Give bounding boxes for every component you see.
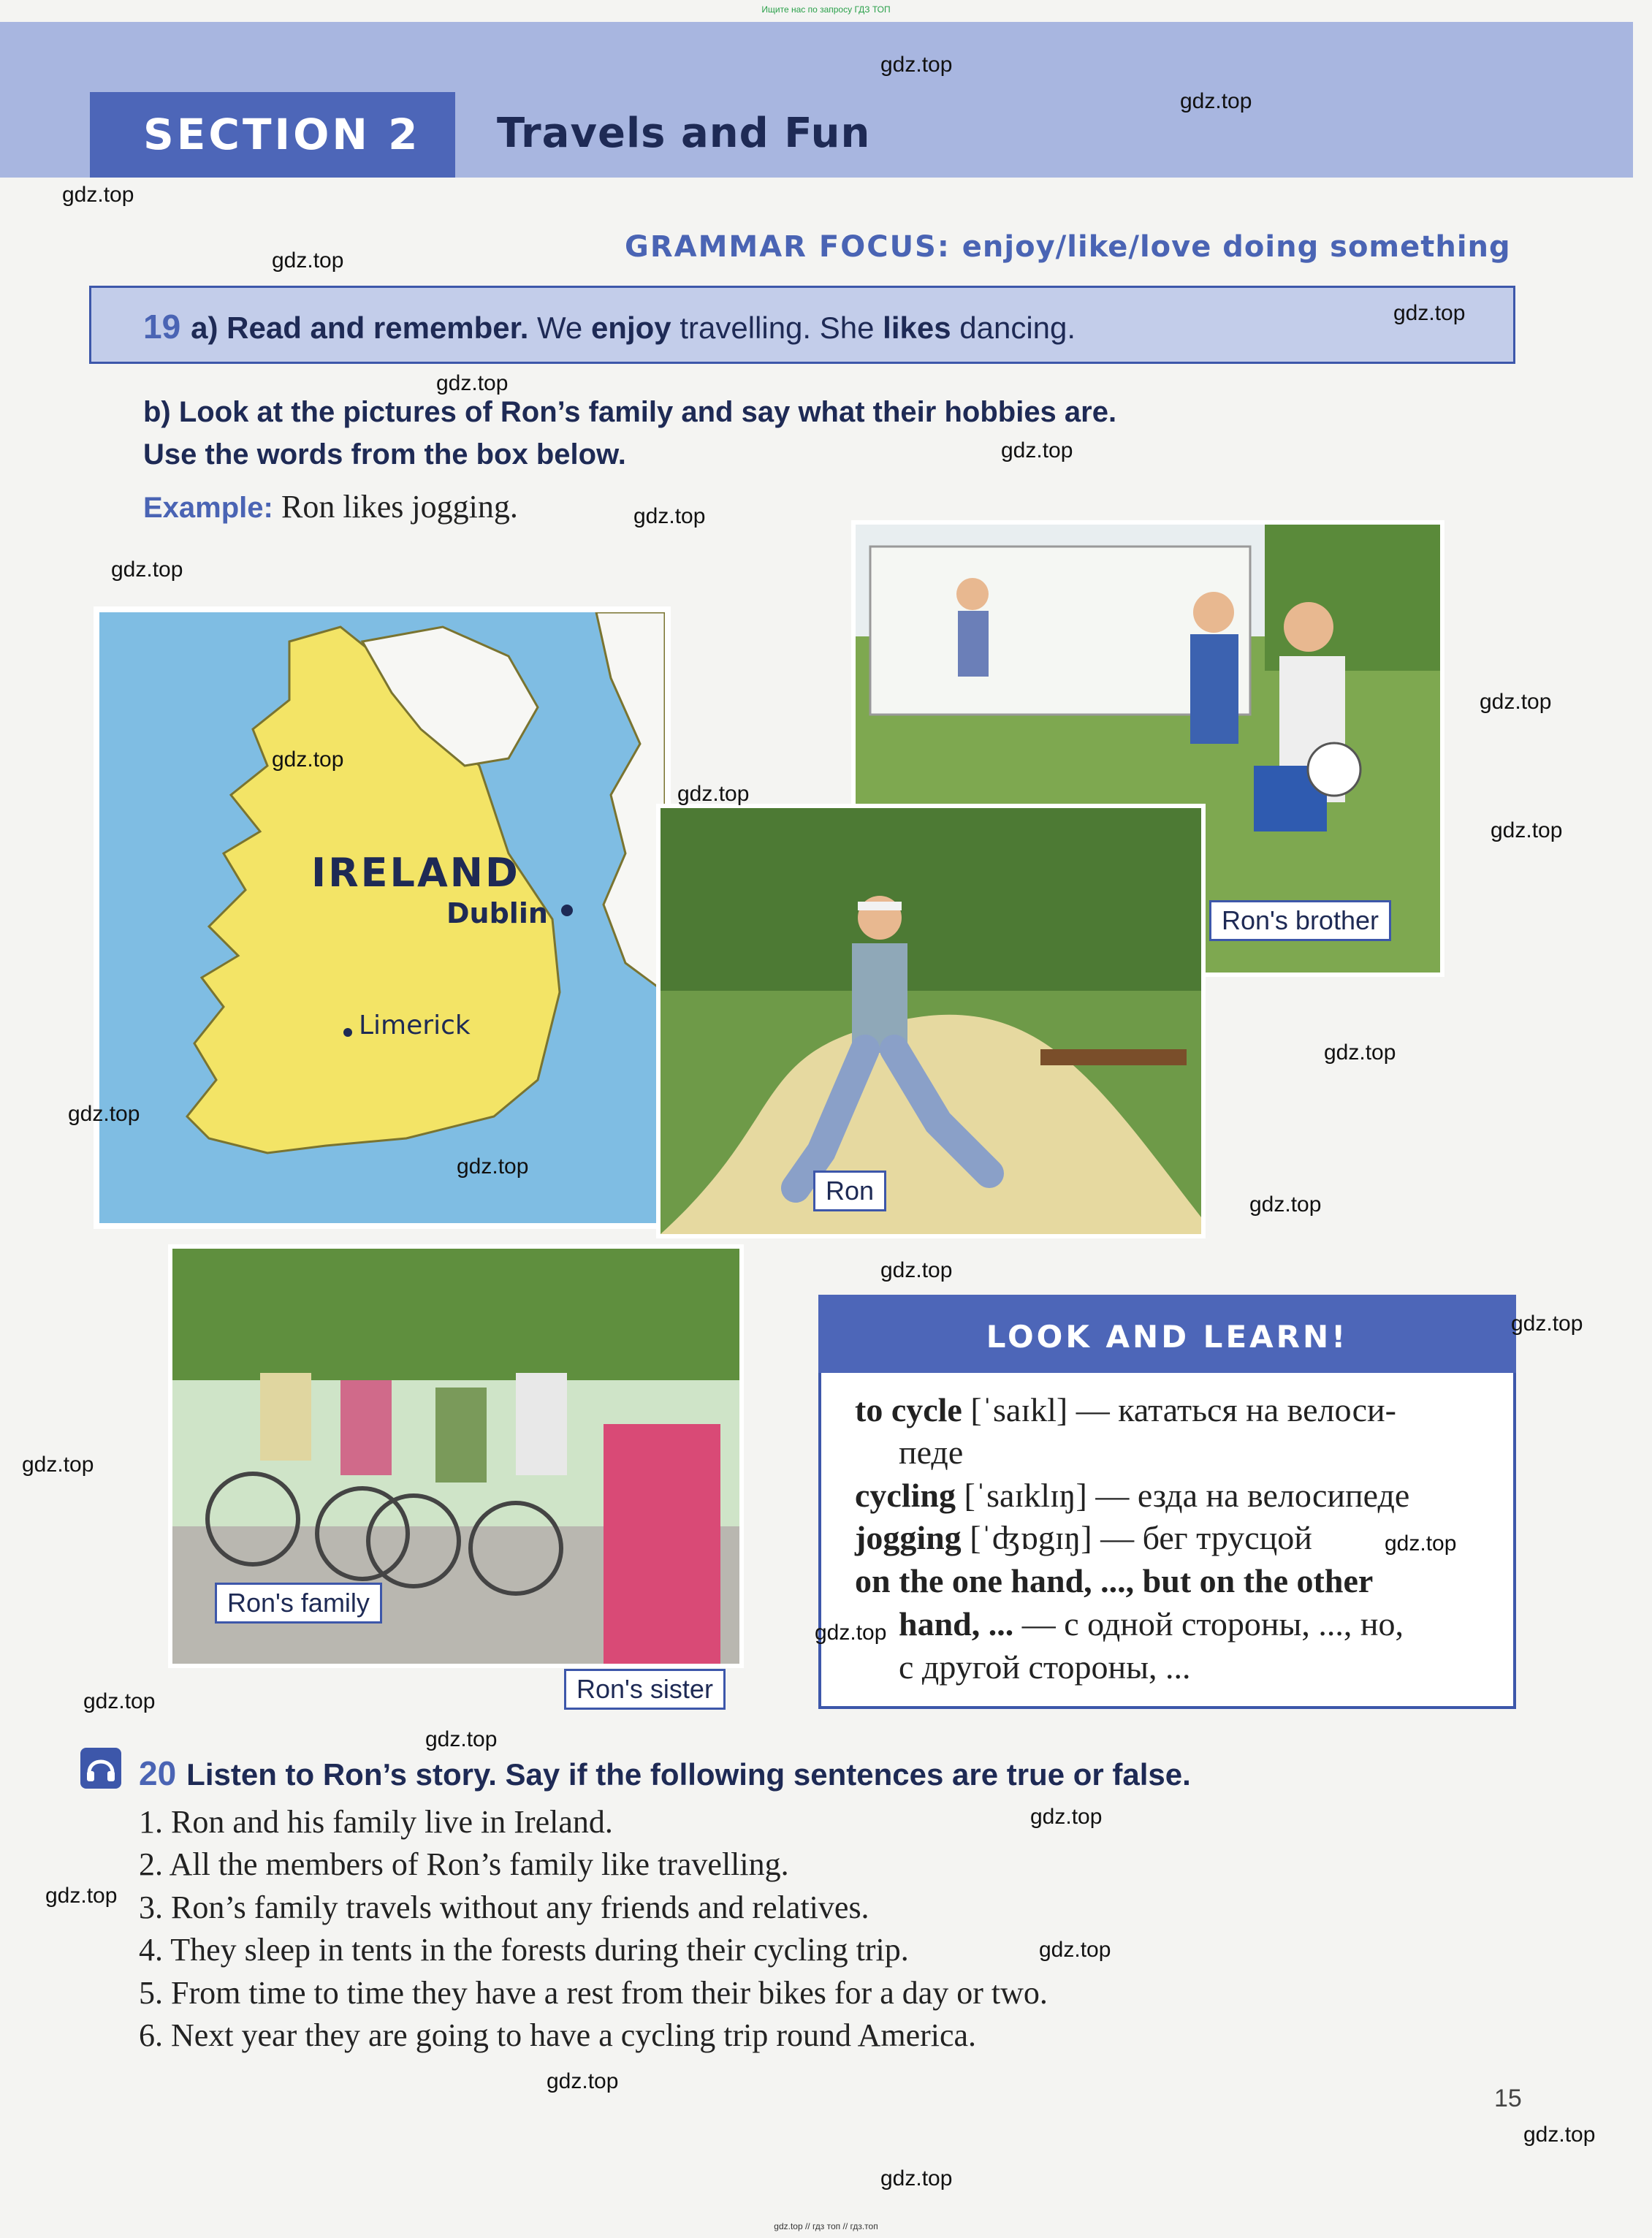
watermark: gdz.top: [880, 2166, 953, 2191]
example-sentence-part: We: [537, 311, 583, 345]
vocab-definition: [ˈsaɪklɪŋ] — езда на велосипеде: [955, 1477, 1410, 1514]
watermark: gdz.top: [677, 782, 750, 806]
jogging-drawing: [661, 808, 1201, 1234]
headphones-icon-glyph: [80, 1748, 121, 1789]
watermark: gdz.top: [1030, 1805, 1103, 1829]
vocab-definition: [ˈʤɒgɪŋ] — бег трусцой: [961, 1519, 1312, 1556]
exercise-number: 20: [139, 1754, 177, 1792]
vocab-line: [855, 1561, 1373, 1600]
vocab-definition: педе: [899, 1434, 964, 1471]
statement-item: 3. Ron’s family travels without any friends and relatives.: [139, 1889, 869, 1925]
vocab-line: [899, 1648, 1191, 1686]
example-keyword: likes: [883, 311, 951, 345]
vocab-line: [899, 1605, 1404, 1643]
exercise-20-text: Listen to Ron’s story. Say if the following sentences are true or false.: [186, 1757, 1191, 1792]
wooden-fence: [1040, 1049, 1187, 1065]
caption-rons-family: Ron's family: [215, 1583, 382, 1624]
goalkeeper-head: [956, 578, 989, 610]
exercise-19a: [143, 307, 1076, 346]
player-body: [1190, 634, 1238, 744]
watermark: gdz.top: [272, 747, 344, 772]
watermark: gdz.top: [1491, 818, 1563, 842]
page-number: 15: [1494, 2085, 1522, 2112]
vocab-line: [855, 1390, 1396, 1429]
watermark: gdz.top: [880, 1258, 953, 1282]
grammar-focus-topic: enjoy/like/love doing something: [962, 230, 1511, 264]
vocab-definition: [ˈsaɪkl] — кататься на велоси-: [962, 1391, 1396, 1428]
section-title: Travels and Fun: [497, 110, 871, 157]
statement-item: 4. They sleep in tents in the forests during their cycling trip.: [139, 1932, 909, 1968]
watermark: gdz.top: [457, 1154, 529, 1179]
exercise-19b-line-2: Use the words from the box below.: [143, 438, 626, 471]
statement-item: 5. From time to time they have a rest from their bikes for a day or two.: [139, 1975, 1048, 2011]
vocab-term: hand, ...: [899, 1605, 1014, 1643]
map-title: IRELAND: [311, 850, 520, 896]
watermark: gdz.top: [111, 557, 183, 582]
vocab-term: to cycle: [855, 1391, 962, 1428]
statement-item: 2. All the members of Ron’s family like travelling.: [139, 1846, 789, 1882]
grammar-focus: [625, 230, 1511, 264]
watermark: gdz.top: [1324, 1040, 1396, 1065]
tree-foliage: [1265, 525, 1440, 671]
example-text: Ron likes jogging.: [281, 489, 518, 525]
example-sentence-part: dancing.: [959, 311, 1076, 345]
watermark: gdz.top: [1039, 1938, 1111, 1962]
vocab-term: on the one hand, ..., but on the other: [855, 1562, 1374, 1599]
map-city-limerick: Limerick: [359, 1010, 471, 1040]
exercise-19a-instruction: a) Read and remember.: [191, 311, 529, 345]
example-label: Example:: [143, 492, 273, 524]
watermark: gdz.top: [1385, 1531, 1457, 1556]
brother-head: [1284, 602, 1333, 652]
cyclist-body: [260, 1373, 311, 1461]
top-search-note: Ищите нас по запросу ГДЗ ТОП: [761, 4, 891, 15]
statement-item: 1. Ron and his family live in Ireland.: [139, 1804, 613, 1840]
watermark: gdz.top: [22, 1453, 94, 1477]
vocab-definition: — с одной стороны, ..., но,: [1013, 1605, 1404, 1643]
ireland-map: [94, 606, 671, 1229]
watermark: gdz.top: [68, 1102, 140, 1126]
watermark: gdz.top: [272, 248, 344, 273]
goalkeeper-body: [958, 611, 989, 677]
cyclist-body: [435, 1388, 487, 1483]
player-head: [1193, 592, 1234, 633]
forest-background: [661, 808, 1201, 991]
vocab-line: [855, 1518, 1312, 1557]
section-label: SECTION 2: [143, 110, 421, 159]
vocab-line: [899, 1433, 963, 1472]
dublin-dot: [561, 905, 573, 916]
limerick-dot: [343, 1028, 352, 1037]
vocab-line: [855, 1476, 1409, 1515]
watermark: gdz.top: [547, 2069, 619, 2093]
sister-figure: [604, 1424, 720, 1664]
exercise-20-instruction: [139, 1754, 1191, 1793]
watermark: gdz.top: [1511, 1312, 1583, 1336]
trees: [172, 1249, 739, 1380]
watermark: gdz.top: [45, 1884, 118, 1908]
caption-rons-sister: Ron's sister: [564, 1669, 726, 1710]
watermark: gdz.top: [1001, 438, 1073, 463]
cyclist-body: [340, 1380, 392, 1475]
example: [143, 488, 518, 525]
exercise-19b-line-1: b) Look at the pictures of Ron’s family and say what their hobbies are.: [143, 396, 1117, 428]
ron-headband: [858, 902, 902, 910]
watermark: gdz.top: [436, 371, 509, 395]
watermark: gdz.top: [62, 183, 134, 207]
watermark: gdz.top: [815, 1621, 887, 1645]
caption-rons-brother: Ron's brother: [1209, 900, 1391, 941]
football: [1308, 743, 1360, 796]
headphones-icon: [80, 1748, 121, 1789]
watermark: gdz.top: [1480, 690, 1552, 714]
watermark: gdz.top: [1393, 301, 1466, 325]
cyclist-body: [516, 1373, 567, 1475]
grammar-focus-label: GRAMMAR FOCUS:: [625, 230, 951, 264]
exercise-number: 19: [143, 308, 181, 346]
watermark: gdz.top: [1180, 89, 1252, 113]
watermark: gdz.top: [1523, 2123, 1596, 2147]
look-and-learn-title: LOOK AND LEARN!: [986, 1319, 1349, 1355]
ireland-map-drawing: [99, 612, 665, 1223]
example-sentence-part: travelling. She: [680, 311, 875, 345]
bottom-note: gdz.top // гдз топ // гдз.топ: [774, 2221, 878, 2231]
watermark: gdz.top: [633, 504, 706, 528]
statement-item: 6. Next year they are going to have a cycling trip round America.: [139, 2017, 977, 2053]
map-city-dublin: Dublin: [446, 897, 548, 929]
great-britain-edge: [596, 612, 665, 992]
watermark: gdz.top: [83, 1689, 156, 1713]
watermark: gdz.top: [1249, 1192, 1322, 1217]
ron-jogging-picture: [656, 804, 1206, 1238]
vocab-term: cycling: [855, 1477, 956, 1514]
watermark: gdz.top: [880, 53, 953, 77]
example-keyword: enjoy: [590, 311, 671, 345]
caption-ron: Ron: [813, 1171, 886, 1211]
vocab-term: jogging: [855, 1519, 962, 1556]
vocab-definition: с другой стороны, ...: [899, 1648, 1191, 1686]
watermark: gdz.top: [425, 1727, 498, 1751]
